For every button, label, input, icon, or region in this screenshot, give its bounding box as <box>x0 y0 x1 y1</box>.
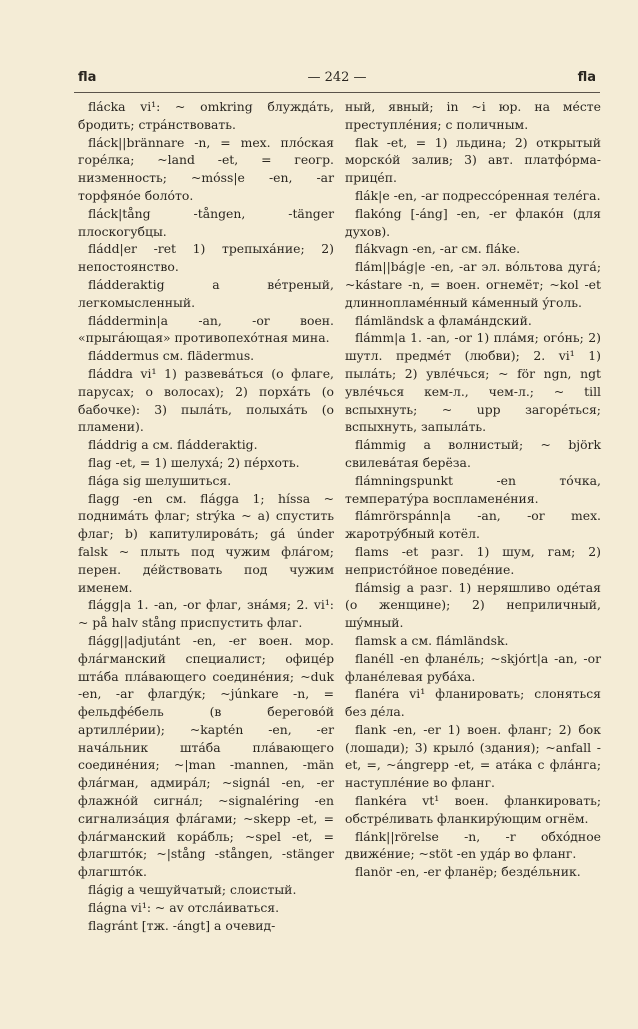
dictionary-entry: flak -et, = 1) льдина; 2) открытый морскóй залив; 3) авт. платфóрма-прицéп. <box>345 134 601 186</box>
dictionary-entry: ный, явный; in ~i юр. на мéсте преступлéния; с поличным. <box>345 99 601 132</box>
dictionary-entry: fláddermin|a -an, -or воен. «прыгáющая» противопехóтная мина. <box>78 312 334 346</box>
left-guide-word: fla <box>78 70 97 85</box>
dictionary-entry: flákvagn -en, -ar см. fláke. <box>355 241 521 257</box>
dictionary-entry: flámm|a 1. -an, -or 1) плáмя; огóнь; 2) шутл. предмéт (любви); 2. vi¹ 1) пылáть; 2) увлéчься; ~ för ngn, ngt увлéчься кем-л., чем-л.; ~ till вспыхнуть; ~ upp загорéться; вспыхнуть, запылáть. <box>345 330 601 435</box>
dictionary-entry: flánk||rörelse -n, -r обхóдное движéние; ~stöt -en удáр во фланг. <box>345 828 601 862</box>
dictionary-entry: flám||bág|e -en, -ar эл. вóльтова дугá; ~kástare -n, = воен. огнемёт; ~kol -et длиннопламéнный кáменный ýголь. <box>345 259 601 310</box>
header-rule <box>74 92 600 93</box>
dictionary-entry: fláddrig a см. fládderaktig. <box>88 437 258 453</box>
dictionary-entry: flams -et разг. 1) шум, гам; 2) непристóйное поведéние. <box>345 543 601 577</box>
dictionary-entry: flanéll -en фланéль; ~skjórt|a -an, -or фланéлевая рубáха. <box>345 650 601 684</box>
dictionary-entry: flágg||adjutánt -en, -er воен. мор. флáгманский специалист; офицéр штáба плáвающего соединéния; ~duk -en, -ar флагдýк; ~júnkare -n, = фельдфéбель (в береговóй артиллéрии); ~kaptén -en, -er начáльник штáба плáвающего соединéния; ~|man -mannen, -män флáгман, адмирáл; ~signál -en, -er флажнóй сигнáл; ~signaléring -en сигнализáция флáгами; ~skepp -et, = флáгманский корáбль; ~spel -et, = флагштóк; ~|stång -stången, -stänger флагштóк. <box>78 632 334 880</box>
dictionary-entry: fláck|tång -tången, -tänger плоскогубцы. <box>78 205 334 239</box>
dictionary-entry: flakóng [-áng] -en, -er флакóн (для духов). <box>345 205 601 239</box>
dictionary-entry: flágna vi¹: ~ av отслáиваться. <box>88 899 280 915</box>
right-guide-word: fla <box>577 70 596 85</box>
dictionary-entry: flámländsk a фламáндский. <box>355 312 532 328</box>
dictionary-entry: fláck||brännare -n, = mex. плóская горéлка; ~land -et, = геогр. низменность; ~móss|e -en, -ar торфянóе болóто. <box>78 134 334 203</box>
page-number: — 242 — <box>307 70 367 85</box>
dictionary-entry: flámrörspánn|a -an, -or mex. жаротрýбный котёл. <box>345 508 601 542</box>
dictionary-entry: flanör -en, -er фланёр; бездéльник. <box>355 864 581 880</box>
dictionary-entry: flága sig шелушиться. <box>88 472 232 488</box>
dictionary-entry: flámmig a волнистый; ~ björk свилевáтая берёза. <box>345 437 601 470</box>
left-column <box>78 98 334 934</box>
dictionary-entry: flák|e -en, -ar подрессóренная телéга. <box>355 187 601 203</box>
dictionary-entry: fláddermus см. flädermus. <box>88 348 255 364</box>
dictionary-entry: flámningspunkt -en тóчка, температýра воспламенéния. <box>345 472 601 506</box>
dictionary-entry: fládderaktig a вéтреный, легкомысленный. <box>78 276 334 310</box>
dictionary-entry: flanéra vi¹ фланировать; слоняться без дéла. <box>345 686 601 720</box>
dictionary-entry: flank -en, -er 1) воен. фланг; 2) бок (лошади); 3) крылó (здания); ~anfall -et, =, ~ángrepp -et, = атáка с флáнга; наступлéние во фланг. <box>345 721 601 791</box>
dictionary-entry: flágig a чешуйчатый; слоистый. <box>88 882 297 898</box>
dictionary-entry: flamsk a см. flámländsk. <box>355 632 509 648</box>
dictionary-entry: fláddra vi¹ 1) развевáться (о флаге, парусах; о волосах); 2) порхáть (о бабочке): 3) пылáть, полыхáть (о пламени). <box>78 365 334 435</box>
right-column <box>345 98 601 881</box>
dictionary-entry: flagránt [тж. -ángt] a очевид- <box>88 917 276 933</box>
dictionary-entry: flankéra vt¹ воен. фланкировать; обстрéливать фланкирýющим огнём. <box>345 793 601 826</box>
dictionary-entry: flámsig a разг. 1) неряшливо одéтая (о женщине); 2) неприличный, шýмный. <box>345 579 601 631</box>
dictionary-entry: fládd|er -ret 1) трепыхáние; 2) непостоянство. <box>78 241 334 275</box>
dictionary-entry: flag -et, = 1) шелухá; 2) пéрхоть. <box>88 454 300 470</box>
page-header <box>78 70 596 86</box>
dictionary-entry: flagg -en см. flágga 1; híssa ~ поднимáть флаг; strýka ~ а) спустить флаг; b) капитулировáть; gá únder falsk ~ плыть под чужим флáгом; перен. дéйствовать под чужим именем. <box>78 490 334 595</box>
dictionary-entry: flácka vi¹: ~ omkring блуждáть, бродить; стрáнствовать. <box>78 99 334 132</box>
dictionary-entry: flágg|a 1. -an, -or флаг, знáмя; 2. vi¹: ~ på halv stång приспустить флаг. <box>78 597 334 631</box>
